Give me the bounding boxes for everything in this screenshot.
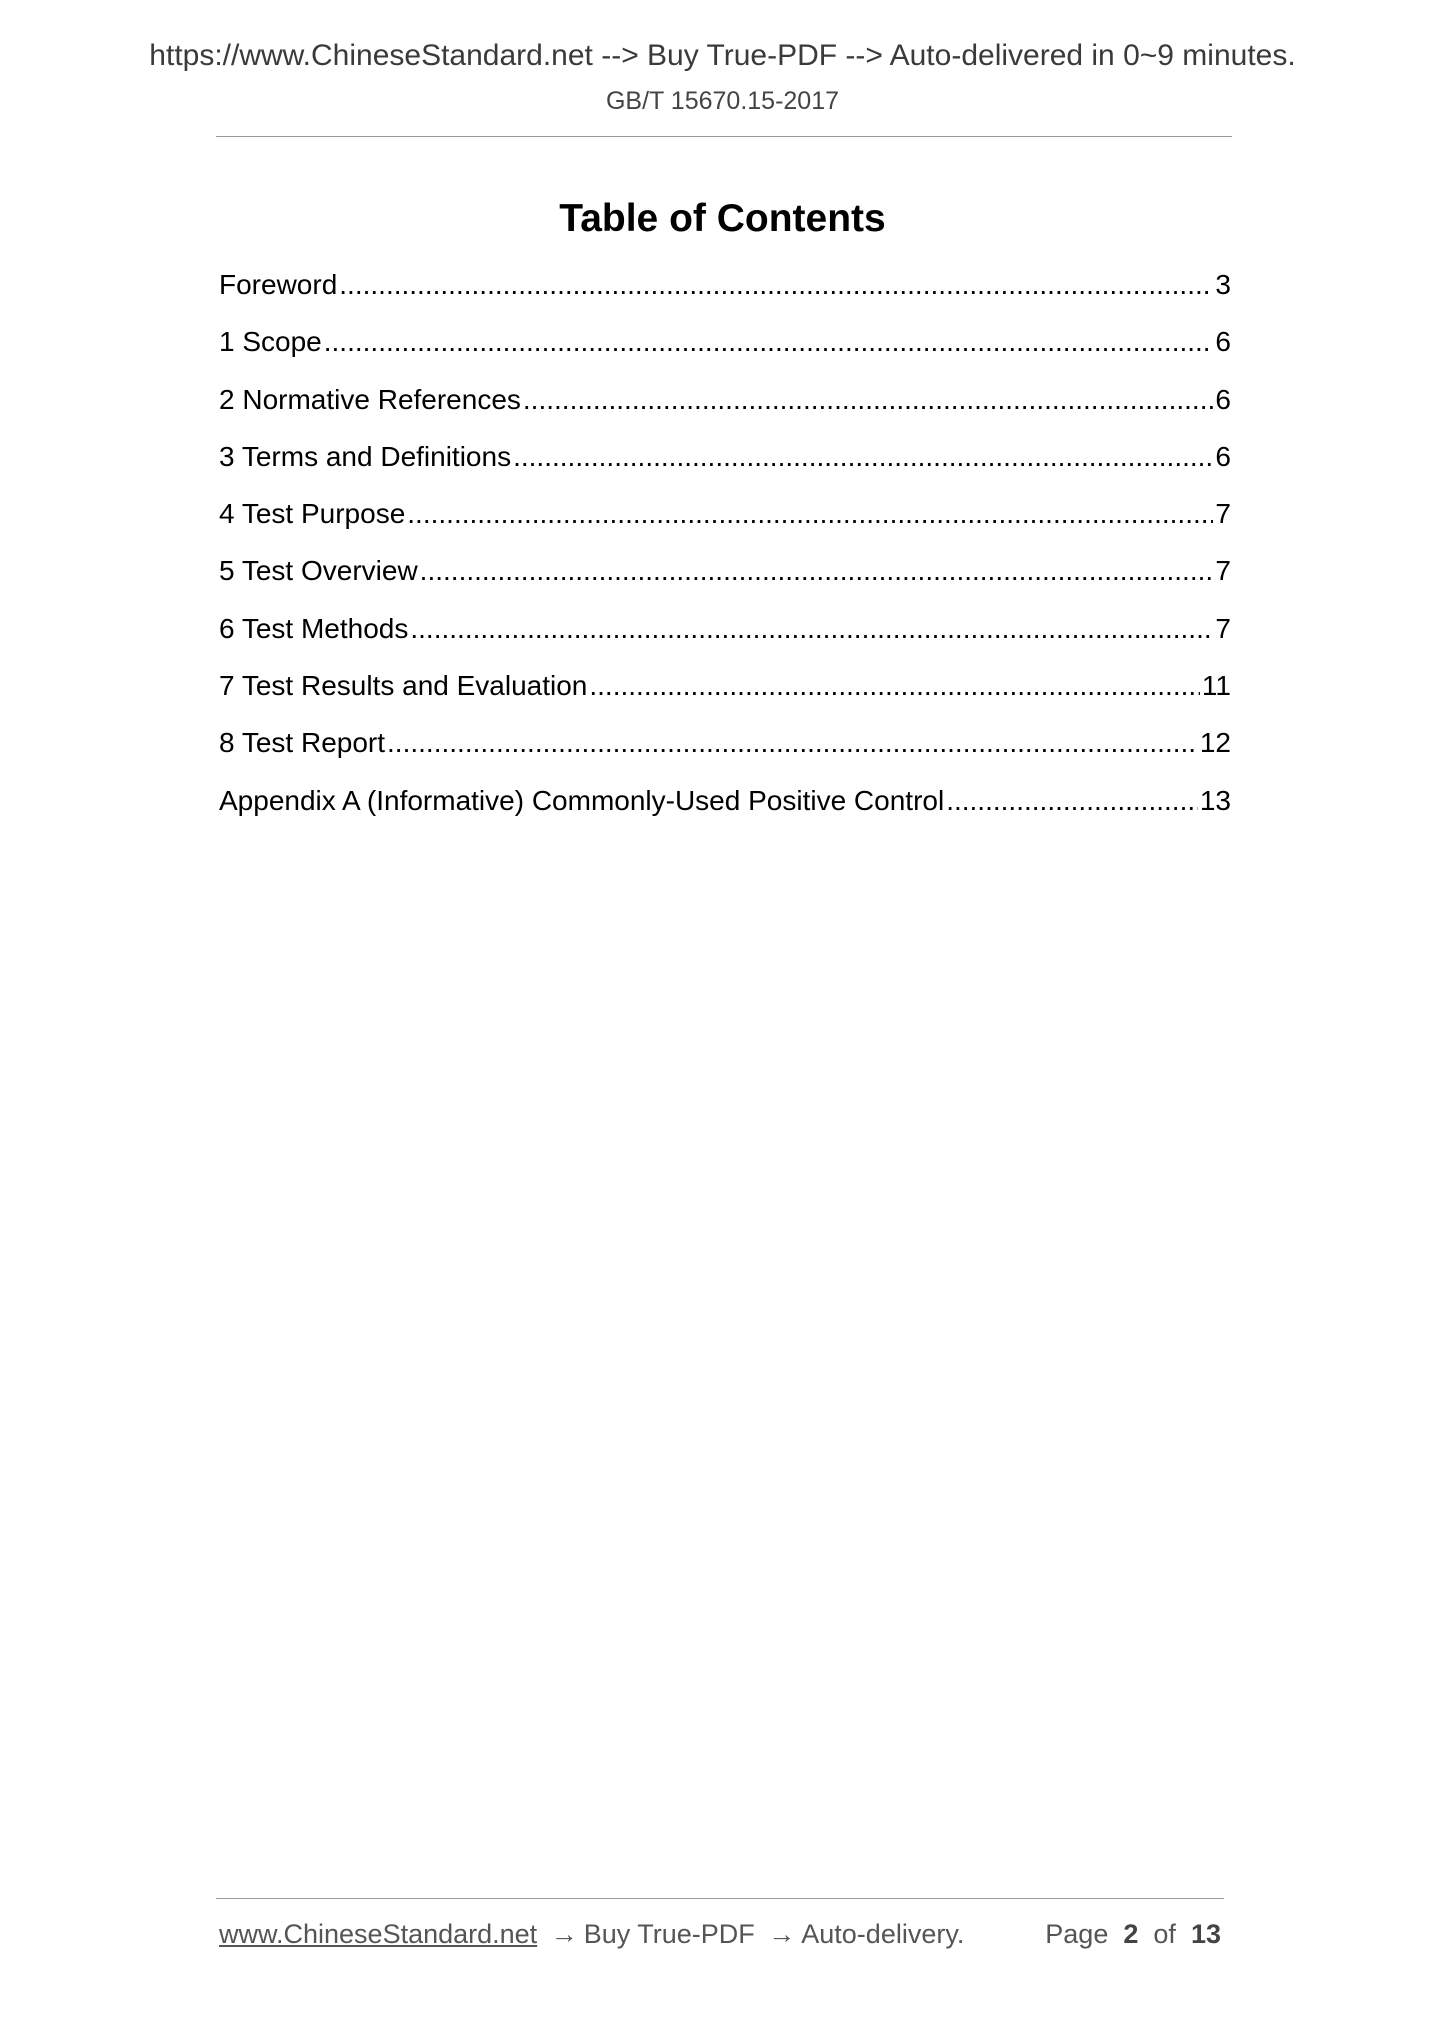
standard-code: GB/T 15670.15-2017 <box>605 87 840 115</box>
toc-entry-label: 3 Terms and Definitions <box>219 440 512 472</box>
toc-entry-test-purpose[interactable] <box>219 495 1231 552</box>
toc-leader-dots <box>407 495 1213 533</box>
toc-entry-label: Foreword <box>219 269 338 300</box>
toc-entry-label: 8 Test Report <box>219 727 386 759</box>
of-word: of <box>1153 1919 1176 1949</box>
toc-leader-dots <box>339 266 1213 304</box>
toc-leader-dots <box>513 438 1213 476</box>
footer-divider <box>216 1898 1224 1899</box>
toc-entry-test-methods[interactable] <box>219 610 1231 667</box>
toc-list <box>219 266 1231 839</box>
toc-entry-label: 4 Test Purpose <box>219 498 406 530</box>
toc-entry-page: 3 <box>1215 269 1231 300</box>
site-link[interactable]: www.ChineseStandard.net <box>219 1919 538 1949</box>
footer-buy-text: Buy True-PDF <box>583 1919 755 1949</box>
toc-entry-page: 6 <box>1215 383 1231 415</box>
footer-promo <box>219 1916 964 1952</box>
toc-entry-scope[interactable] <box>219 323 1231 380</box>
toc-entry-page: 6 <box>1215 326 1231 358</box>
toc-entry-label: 7 Test Results and Evaluation <box>219 670 588 702</box>
toc-entry-test-report[interactable] <box>219 724 1231 781</box>
toc-entry-page: 13 <box>1199 784 1231 816</box>
toc-entry-label: 1 Scope <box>219 326 322 358</box>
toc-entry-label: 6 Test Methods <box>219 612 409 644</box>
toc-leader-dots <box>589 667 1200 705</box>
toc-entry-page: 6 <box>1215 440 1231 472</box>
toc-entry-page: 11 <box>1201 670 1231 702</box>
toc-entry-normative-references[interactable] <box>219 381 1231 438</box>
toc-entry-test-overview[interactable] <box>219 552 1231 609</box>
toc-entry-foreword[interactable] <box>219 266 1231 323</box>
top-banner: https://www.ChineseStandard.net --> Buy True-PDF --> Auto-delivered in 0~9 minutes. <box>149 39 1296 72</box>
toc-leader-dots <box>387 724 1198 762</box>
page-number <box>1045 1916 1221 1952</box>
header-divider <box>216 136 1232 137</box>
toc-leader-dots <box>946 782 1198 820</box>
current-page: 2 <box>1123 1919 1139 1949</box>
toc-entry-terms-definitions[interactable] <box>219 438 1231 495</box>
toc-leader-dots <box>523 381 1214 419</box>
total-pages: 13 <box>1190 1919 1221 1949</box>
toc-leader-dots <box>324 323 1214 361</box>
toc-title: Table of Contents <box>559 197 886 240</box>
arrow-right-icon: → <box>768 1919 796 1949</box>
toc-entry-page: 12 <box>1199 727 1231 759</box>
toc-entry-page: 7 <box>1215 555 1231 587</box>
arrow-right-icon: → <box>550 1919 578 1949</box>
toc-entry-results-evaluation[interactable] <box>219 667 1231 724</box>
toc-entry-label: 2 Normative References <box>219 383 521 415</box>
footer-delivery-text: Auto-delivery. <box>801 1919 965 1949</box>
toc-entry-label: Appendix A (Informative) Commonly-Used Positive Control <box>219 784 945 816</box>
page-word: Page <box>1045 1919 1109 1949</box>
toc-entry-label: 5 Test Overview <box>219 555 418 587</box>
page-footer <box>219 1916 1221 1952</box>
toc-entry-page: 7 <box>1215 498 1231 530</box>
toc-entry-appendix-a[interactable] <box>219 782 1231 839</box>
toc-leader-dots <box>420 552 1214 590</box>
toc-leader-dots <box>410 610 1213 648</box>
toc-entry-page: 7 <box>1215 612 1231 644</box>
